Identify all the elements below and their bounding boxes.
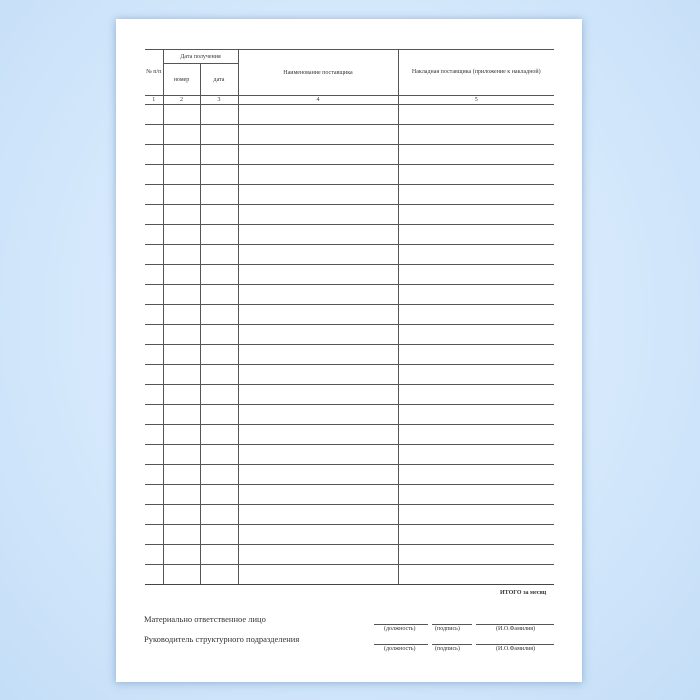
table-cell [145, 165, 163, 185]
table-cell [398, 145, 554, 165]
table-cell [145, 365, 163, 385]
table-cell [145, 445, 163, 465]
table-cell [238, 165, 398, 185]
table-cell [398, 545, 554, 565]
table-cell [398, 345, 554, 365]
table-cell [200, 265, 238, 285]
table-cell [145, 565, 163, 585]
table-row [145, 545, 554, 565]
table-cell [398, 105, 554, 125]
table-cell [163, 225, 200, 245]
table-cell [200, 305, 238, 325]
table-row [145, 265, 554, 285]
table-row [145, 165, 554, 185]
table-cell [238, 405, 398, 425]
table-cell [200, 105, 238, 125]
table-cell [238, 205, 398, 225]
table-cell [163, 165, 200, 185]
header-supplier: Наименование поставщика [238, 50, 398, 96]
table-cell [145, 265, 163, 285]
table-cell [398, 525, 554, 545]
table-cell [145, 305, 163, 325]
table-cell [398, 245, 554, 265]
table-cell [238, 125, 398, 145]
table-cell [200, 245, 238, 265]
table-cell [163, 205, 200, 225]
table-row [145, 125, 554, 145]
table-cell [163, 145, 200, 165]
table-cell [145, 485, 163, 505]
table-body [145, 105, 554, 585]
table-cell [163, 545, 200, 565]
table-cell [145, 385, 163, 405]
table-cell [145, 225, 163, 245]
table-cell [163, 505, 200, 525]
table-cell [200, 465, 238, 485]
table-row [145, 145, 554, 165]
table-cell [398, 505, 554, 525]
col-index: 3 [200, 96, 238, 105]
table-cell [163, 385, 200, 405]
table-cell [145, 145, 163, 165]
table-cell [163, 345, 200, 365]
table-cell [163, 485, 200, 505]
table-cell [398, 205, 554, 225]
table-cell [145, 185, 163, 205]
table-row [145, 565, 554, 585]
table-cell [398, 405, 554, 425]
col-index: 2 [163, 96, 200, 105]
table-cell [200, 485, 238, 505]
table-cell [398, 385, 554, 405]
table-cell [398, 565, 554, 585]
table-cell [238, 285, 398, 305]
table-cell [200, 525, 238, 545]
table-cell [238, 385, 398, 405]
table-cell [163, 125, 200, 145]
caption-position: (должность) [384, 626, 416, 632]
table-cell [163, 565, 200, 585]
col-index: 5 [398, 96, 554, 105]
table-row [145, 385, 554, 405]
table-row [145, 405, 554, 425]
table-cell [200, 165, 238, 185]
table-cell [200, 505, 238, 525]
table-cell [163, 465, 200, 485]
table-cell [238, 185, 398, 205]
signature-line [432, 644, 472, 645]
table-cell [398, 185, 554, 205]
table-row [145, 105, 554, 125]
table-row [145, 365, 554, 385]
header-num: № п/п [145, 50, 163, 96]
table-cell [163, 245, 200, 265]
table-row [145, 185, 554, 205]
form-sheet [116, 19, 582, 682]
table-cell [145, 545, 163, 565]
table-cell [145, 525, 163, 545]
table-cell [398, 125, 554, 145]
table-row [145, 245, 554, 265]
table-cell [238, 525, 398, 545]
table-cell [163, 305, 200, 325]
col-index: 4 [238, 96, 398, 105]
table-cell [163, 105, 200, 125]
table-cell [238, 265, 398, 285]
table-cell [145, 505, 163, 525]
table-cell [398, 425, 554, 445]
table-cell [145, 465, 163, 485]
table-cell [238, 425, 398, 445]
table-row [145, 445, 554, 465]
table-cell [200, 425, 238, 445]
caption-name: (И.О.Фамилия) [496, 646, 536, 652]
table-cell [238, 145, 398, 165]
table-cell [200, 365, 238, 385]
table-cell [200, 185, 238, 205]
header-date-group: Дата получения [163, 50, 238, 64]
table-cell [200, 565, 238, 585]
register-table [145, 49, 554, 585]
table-row [145, 225, 554, 245]
table-cell [238, 245, 398, 265]
table-row [145, 345, 554, 365]
table-cell [238, 345, 398, 365]
table-cell [238, 325, 398, 345]
table-cell [238, 225, 398, 245]
table-cell [200, 545, 238, 565]
table-cell [163, 405, 200, 425]
table-cell [200, 345, 238, 365]
signature-line [374, 644, 428, 645]
table-row [145, 505, 554, 525]
table-cell [238, 365, 398, 385]
table-row [145, 525, 554, 545]
table-cell [398, 305, 554, 325]
table-cell [163, 425, 200, 445]
table-cell [238, 445, 398, 465]
header-number: номер [163, 64, 200, 96]
col-index: 1 [145, 96, 163, 105]
table-cell [163, 445, 200, 465]
table-cell [238, 485, 398, 505]
caption-signature: (подпись) [435, 626, 460, 632]
table-cell [200, 125, 238, 145]
table-cell [238, 545, 398, 565]
table-cell [145, 345, 163, 365]
table-cell [200, 285, 238, 305]
table-cell [145, 405, 163, 425]
table-cell [398, 365, 554, 385]
table-row [145, 305, 554, 325]
table-cell [200, 205, 238, 225]
table-cell [238, 565, 398, 585]
signature-line [432, 624, 472, 625]
signature-line [476, 644, 554, 645]
table-cell [398, 165, 554, 185]
header-date: дата [200, 64, 238, 96]
table-cell [200, 325, 238, 345]
table-cell [398, 285, 554, 305]
table-cell [163, 525, 200, 545]
table-cell [163, 365, 200, 385]
table-row [145, 325, 554, 345]
table-cell [398, 225, 554, 245]
table-cell [238, 505, 398, 525]
table-cell [145, 245, 163, 265]
table-cell [398, 325, 554, 345]
signature-label-responsible: Материально ответственное лицо [144, 614, 266, 624]
caption-name: (И.О.Фамилия) [496, 626, 536, 632]
table-cell [163, 325, 200, 345]
table-cell [163, 265, 200, 285]
total-label: ИТОГО за месяц [500, 590, 547, 596]
table-cell [145, 125, 163, 145]
table-cell [145, 105, 163, 125]
table-row [145, 285, 554, 305]
table-cell [398, 265, 554, 285]
table-cell [200, 385, 238, 405]
table-cell [200, 145, 238, 165]
table-cell [145, 205, 163, 225]
table-cell [145, 425, 163, 445]
table-cell [145, 285, 163, 305]
caption-signature: (подпись) [435, 646, 460, 652]
table-row [145, 465, 554, 485]
table-cell [238, 465, 398, 485]
table-row [145, 425, 554, 445]
table-cell [200, 445, 238, 465]
table-cell [200, 405, 238, 425]
table-cell [398, 465, 554, 485]
header-invoice: Накладная поставщика (приложение к накладной) [398, 50, 554, 96]
table-cell [398, 485, 554, 505]
table-cell [163, 285, 200, 305]
signature-line [374, 624, 428, 625]
table-row [145, 205, 554, 225]
table-row [145, 485, 554, 505]
table-cell [200, 225, 238, 245]
table-cell [238, 105, 398, 125]
table-cell [163, 185, 200, 205]
signature-label-head: Руководитель структурного подразделения [144, 634, 300, 644]
table-cell [238, 305, 398, 325]
table-cell [145, 325, 163, 345]
table-cell [398, 445, 554, 465]
signature-line [476, 624, 554, 625]
caption-position: (должность) [384, 646, 416, 652]
